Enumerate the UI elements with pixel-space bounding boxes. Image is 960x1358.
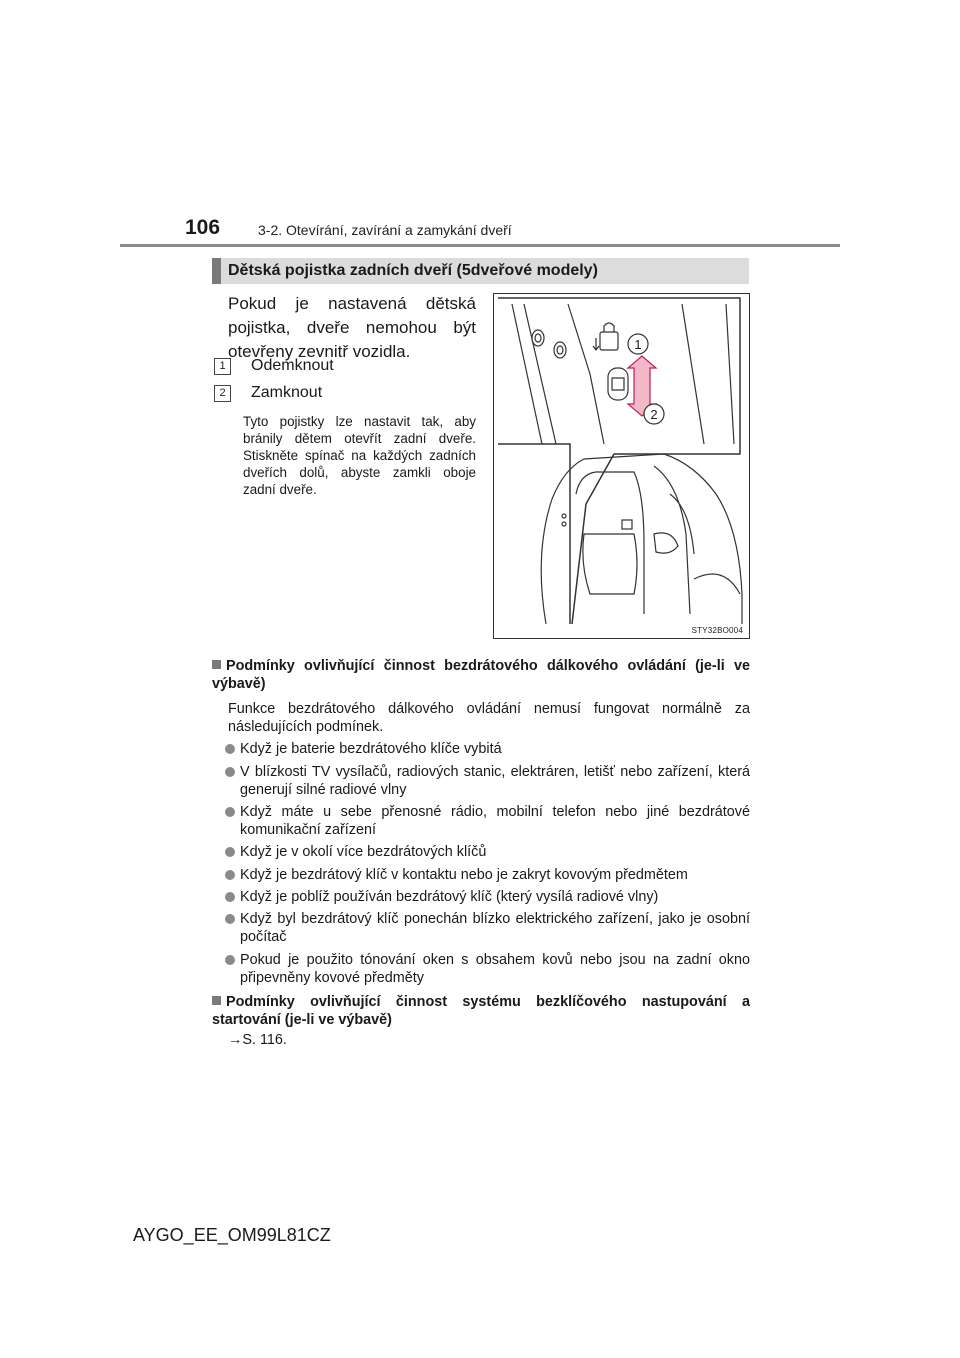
car-door-drawing — [494, 294, 749, 638]
step-label: Odemknout — [251, 357, 334, 374]
step-unlock — [214, 357, 334, 375]
section-heading: Dětská pojistka zadních dveří (5dveřové modely) — [212, 258, 749, 284]
keyless-conditions-heading: Podmínky ovlivňující činnost systému bezklíčového nastupování a startování (je-li ve výbavě) — [212, 994, 750, 1028]
child-lock-illustration — [493, 293, 750, 639]
document-code: AYGO_EE_OM99L81CZ — [133, 1225, 331, 1245]
bullet-icon — [225, 807, 235, 817]
section-marker-icon — [212, 996, 221, 1005]
chapter-title: 3-2. Otevírání, zavírání a zamykání dveří — [258, 222, 512, 238]
list-item: Když máte u sebe přenosné rádio, mobilní telefon nebo jiné bezdrátové komunikační zařízení — [225, 803, 750, 839]
bullet-icon — [225, 870, 235, 880]
bullet-icon — [225, 744, 235, 754]
list-item: Když je v okolí více bezdrátových klíčů — [225, 843, 750, 861]
page-reference-link[interactable]: →S. 116. — [228, 1032, 287, 1048]
header-divider — [120, 244, 840, 247]
step-label: Zamknout — [251, 384, 323, 401]
child-lock-intro: Pokud je nastavená dětská pojistka, dveře nemohou být otevřeny zevnitř vozidla. — [228, 294, 476, 361]
bullet-icon — [225, 892, 235, 902]
remote-conditions-intro: Funkce bezdrátového dálkového ovládání nemusí fungovat normálně za následujících podmínek. — [228, 701, 750, 735]
page-number: 106 — [185, 216, 221, 239]
callout-1: 1 — [634, 337, 642, 352]
callout-2: 2 — [650, 407, 658, 422]
list-item: Pokud je použito tónování oken s obsahem kovů nebo jsou na zadní okno připevněny kovové předměty — [225, 951, 750, 987]
step-number-badge: 2 — [214, 385, 231, 402]
list-item: Když je baterie bezdrátového klíče vybitá — [225, 740, 750, 758]
step-lock — [214, 384, 322, 402]
list-item: Když byl bezdrátový klíč ponechán blízko elektrického zařízení, jako je osobní počítač — [225, 910, 750, 946]
bullet-icon — [225, 847, 235, 857]
list-item: V blízkosti TV vysílačů, radiových stanic, elektráren, letišť nebo zařízení, která generují silné radiové vlny — [225, 763, 750, 799]
list-item: Když je poblíž používán bezdrátový klíč (který vysílá radiové vlny) — [225, 888, 750, 906]
figure-code: STY32BO004 — [691, 626, 743, 635]
bullet-icon — [225, 767, 235, 777]
list-item: Když je bezdrátový klíč v kontaktu nebo je zakryt kovovým předmětem — [225, 866, 750, 884]
child-lock-note: Tyto pojistky lze nastavit tak, aby bránily dětem otevřít zadní dveře. Stiskněte spínač na každých zadních dveřích dolů, abyste zamkli oboje zadní dveře. — [243, 414, 476, 497]
step-number-badge: 1 — [214, 358, 231, 375]
bullet-icon — [225, 955, 235, 965]
bullet-icon — [225, 914, 235, 924]
remote-conditions-heading: Podmínky ovlivňující činnost bezdrátového dálkového ovládání (je-li ve výbavě) — [212, 658, 750, 692]
section-marker-icon — [212, 660, 221, 669]
